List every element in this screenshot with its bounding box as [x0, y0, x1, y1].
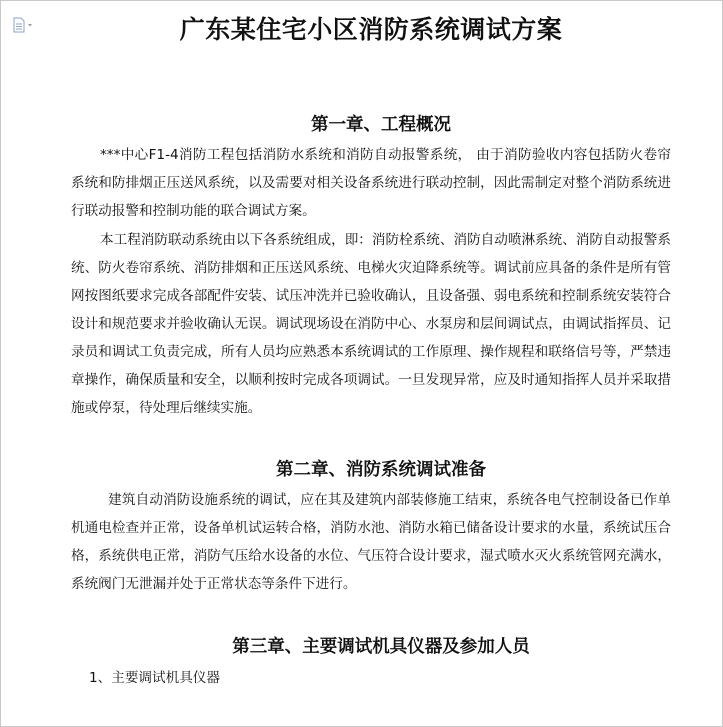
chapter-1-paragraph-1: [71, 141, 671, 225]
chapter-1-paragraph-2: [71, 226, 671, 422]
chapter-2-paragraph-1-text: 建筑自动消防设施系统的调试，应在其及建筑内部装修施工结束，系统各电气控制设备已作单机通电检查并正常，设备单机试运转合格，消防水池、消防水箱已储备设计要求的水量，系统试压合格，系统供电正常，消防气压给水设备的水位、气压符合设计要求，湿式喷水灭火系统管网充满水，系统阀门无泄漏并处于正常状态等条件下进行。: [71, 492, 671, 592]
document-title: 广东某住宅小区消防系统调试方案: [179, 15, 563, 44]
list-item-1: 1、主要调试机具仪器: [89, 670, 220, 686]
chapter-1-paragraph-2-text: 本工程消防联动系统由以下各系统组成，即：消防栓系统、消防自动喷淋系统、消防自动报警系统、防火卷帘系统、消防排烟和正压送风系统、电梯火灾迫降系统等。调试前应具备的条件是所有管网按图纸要求完成各部配件安装、试压冲洗并已验收确认，且设备强、弱电系统和控制系统安装符合设计和规范要求并验收确认无误。调试现场设在消防中心、水泵房和层间调试点，由调试指挥员、记录员和调试工负责完成，所有人员均应熟悉本系统调试的工作原理、操作规程和联络信号等，严禁违章操作，确保质量和安全，以顺利按时完成各项调试。一旦发现异常，应及时通知指挥人员并采取措施或停泵，待处理后继续实施。: [71, 232, 671, 416]
chapter-1-heading: 第一章、工程概况: [311, 115, 451, 135]
chapter-2-paragraph-1: [71, 486, 671, 598]
chapter-3-heading: 第三章、主要调试机具仪器及参加人员: [232, 637, 530, 657]
chapter-1-paragraph-1-text: ***中心F1-4消防工程包括消防水系统和消防自动报警系统， 由于消防验收内容包括防火卷帘系统和防排烟正压送风系统，以及需要对相关设备系统进行联动控制，因此需制定对整个消防系统进行联动报警和控制功能的联合调试方案。: [71, 147, 671, 219]
chapter-2-heading: 第二章、消防系统调试准备: [276, 460, 486, 480]
